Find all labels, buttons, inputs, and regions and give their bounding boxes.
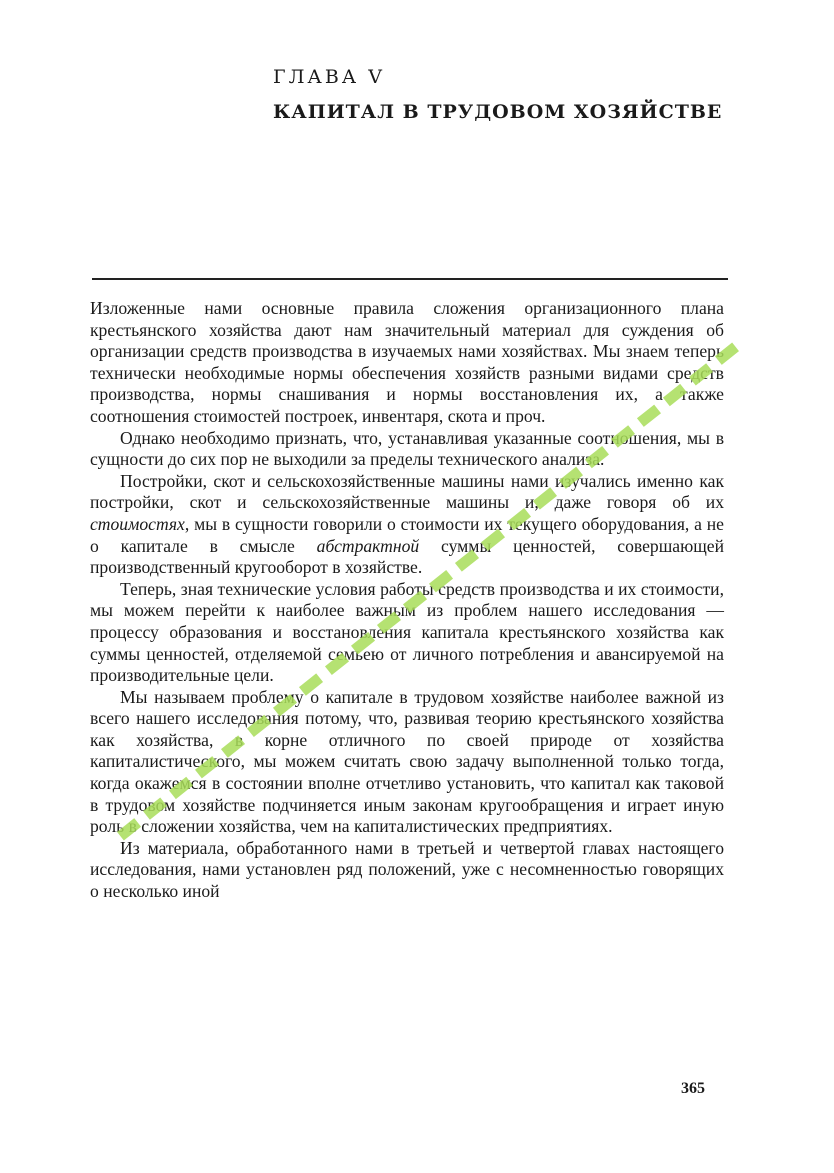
page-number: 365 xyxy=(681,1080,705,1097)
paragraph-6: Из материала, обработанного нами в третьей и четвертой главах настоящего исследования, нами установлен ряд положений, уже с несомненностью говорящих о несколько иной xyxy=(90,837,724,902)
paragraph-3-text-b: , мы в сущности говорили о стоимости их текущего оборудования, а не о капитале в смысле xyxy=(90,513,724,556)
paragraph-4: Теперь, зная технические условия работы средств производства и их стоимости, мы можем перейти к наиболее важным из проблем нашего исследования — процессу образования и восстановления капитала крестьянского хозяйства как суммы ценностей, отделяемой семьею от личного потребления и авансируемой на производительные цели. xyxy=(90,578,724,686)
paragraph-1: Изложенные нами основные правила сложения организационного плана крестьянского хозяйства дают нам значительный материал для суждения об организации средств производства в изучаемых нами хозяйствах. Мы знаем теперь технически необходимые нормы обеспечения хозяйств разными видами средств производства, нормы снашивания и нормы восстановления их, а также соотношения стоимостей построек, инвентаря, скота и проч. xyxy=(90,298,724,426)
paragraph-3-text-c: суммы ценностей, совершающей производственный кругооборот в хозяйстве. xyxy=(90,535,724,578)
divider-rule xyxy=(92,278,728,280)
emphasis-stoimostyakh: стоимостях xyxy=(90,513,185,534)
paragraph-3 xyxy=(90,471,724,579)
paragraph-5: Мы называем проблему о капитале в трудовом хозяйстве наиболее важной из всего нашего исследования потому, что, развивая теорию крестьянского хозяйства как хозяйства, в корне отличного по своей природе от хозяйства капиталистического, мы можем считать свою задачу выполненной только тогда, когда окажемся в состоянии вполне отчетливо установить, что капитал как таковой в трудовом хозяйстве подчиняется иным законам кругообращения и играет иную роль в сложении хозяйства, чем на капиталистических предприятиях. xyxy=(90,686,724,837)
chapter-title: КАПИТАЛ В ТРУДОВОМ ХОЗЯЙСТВЕ xyxy=(273,101,723,123)
emphasis-abstraktnoy: абстрактной xyxy=(316,535,420,556)
chapter-label: ГЛАВА V xyxy=(273,66,385,88)
paragraph-3-text-a: Постройки, скот и сельскохозяйственные машины нами изучались именно как постройки, скот и сельскохозяйственные машины и, даже говоря об их xyxy=(90,470,724,513)
paragraph-2: Однако необходимо признать, что, устанавливая указанные соотношения, мы в сущности до сих пор не выходили за пределы технического анализа. xyxy=(90,427,724,470)
